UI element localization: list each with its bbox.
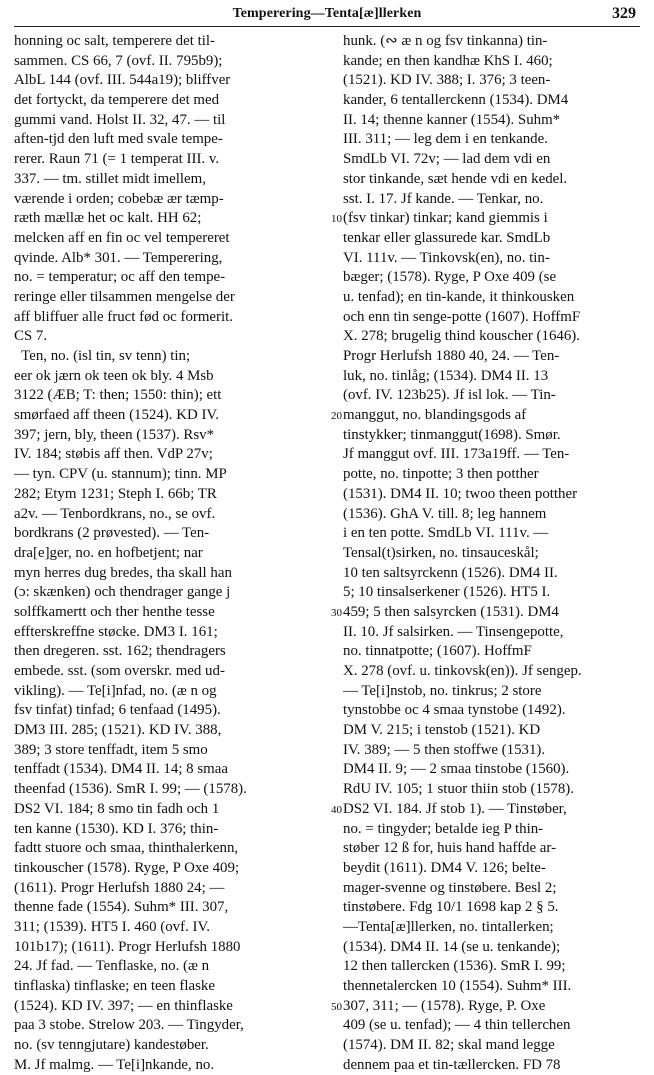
text-line: kander, 6 tentallerckenn (1534). DM4	[343, 92, 569, 109]
text-line: X. 278; brugelig thind kouscher (1646).	[343, 328, 580, 345]
text-line: honning oc salt, temperere det til-	[14, 33, 215, 49]
margin-line-number: 10	[331, 213, 342, 226]
text-line: solffkamertt och ther henthe tesse	[14, 603, 215, 620]
text-line: reringe eller tilsammen mengelse der	[14, 288, 235, 305]
text-line: DM4 II. 9; — 2 smaa tinstobe (1560).	[343, 761, 570, 778]
right-column	[343, 32, 643, 1075]
text-line: aff bliffuer alle fruct fød oc formerit.	[14, 308, 233, 325]
text-line: II. 10. Jf salsirken. — Tinsengepotte,	[343, 623, 564, 640]
text-line: mager-svenne og tinstøbere. Besl 2;	[343, 879, 557, 896]
text-line: thenne fade (1554). Suhm* III. 307,	[14, 899, 229, 916]
text-line: sammen. CS 66, 7 (ovf. II. 795b9);	[14, 52, 223, 69]
text-line: i en ten potte. SmdLb VI. 111v. —	[343, 525, 549, 542]
text-line: (1531). DM4 II. 10; twoo theen potther	[343, 485, 578, 502]
text-line: VI. 111v. — Tinkovsk(en), no. tin-	[343, 249, 550, 266]
text-line: tynstobbe oc 4 smaa tynstobe (1492).	[343, 702, 566, 719]
text-line: thennetalercken 10 (1554). Suhm* III.	[343, 978, 572, 994]
text-line: 337. — tm. stillet midt imellem,	[14, 170, 206, 187]
text-line: 389; 3 store tenffadt, item 5 smo	[14, 741, 208, 758]
header-title: Temperering—Tenta[æ]llerken	[232, 6, 422, 21]
text-line: ræth mællæ het oc kalt. HH 62;	[14, 210, 202, 227]
text-line: manggut, no. blandingsgods af	[343, 407, 527, 424]
text-line: stor tinkande, sæt hende vdi en kedel.	[343, 170, 568, 187]
text-line: tinstøbere. Fdg 10/1 1698 kap 2 § 5.	[343, 899, 559, 916]
text-line: tenkar eller glassurede kar. SmdLb	[343, 229, 551, 246]
page-number: 329	[612, 5, 636, 22]
text-line: det fortyckt, da temperere det med	[14, 92, 220, 109]
text-line: 5; 10 tinsalserkener (1526). HT5 I.	[343, 584, 551, 601]
text-line: DS2 VI. 184. Jf stob 1). — Tinstøber,	[343, 800, 567, 817]
text-line: a2v. — Tenbordkrans, no., se ovf.	[14, 505, 216, 522]
text-line: sst. I. 17. Jf kande. — Tenkar, no.	[343, 190, 544, 207]
text-line: tinkouscher (1578). Ryge, P Oxe 409;	[14, 859, 240, 876]
text-line: CS 7.	[14, 328, 48, 345]
text-line: (1611). Progr Herlufsh 1880 24; —	[14, 879, 225, 896]
text-line: luk, no. tinlåg; (1534). DM4 II. 13	[343, 367, 549, 384]
text-line: værende i orden; cobebæ ær tæmp-	[14, 190, 224, 207]
text-line: paa 3 stobe. Strelow 203. — Tingyder,	[14, 1017, 244, 1034]
text-line: — tyn. CPV (u. stannum); tinn. MP	[14, 466, 227, 483]
text-line: 307, 311; — (1578). Ryge, P. Oxe	[343, 997, 546, 1014]
text-line: RdU IV. 105; 1 stuor thiin stob (1578).	[343, 781, 574, 798]
text-line: 409 (se u. tenfad); — 4 thin tellerchen	[343, 1017, 571, 1034]
text-line: bæger; (1578). Ryge, P Oxe 409 (se	[343, 269, 557, 286]
text-line: no. (sv tenngjutare) kandestøber.	[14, 1037, 209, 1054]
margin-line-number: 40	[331, 804, 342, 817]
text-line: no. = tingyder; betalde ieg P thin-	[343, 820, 544, 837]
text-line: u. tenfad); en tin-kande, it thinkousken	[343, 288, 575, 305]
text-line: no. = temperatur; oc aff den tempe-	[14, 269, 226, 286]
margin-line-number: 20	[331, 410, 342, 423]
text-line: kande; en then kandhæ KhS I. 460;	[343, 52, 553, 69]
text-line: DM V. 215; i tenstob (1521). KD	[343, 722, 541, 739]
text-line: Ten, no. (isl tin, sv tenn) tin;	[14, 348, 191, 364]
text-line: then dregeren. sst. 162; thendragers	[14, 643, 226, 660]
text-line: DM3 III. 285; (1521). KD IV. 388,	[14, 722, 222, 739]
text-line: aften-tjd den luft med svale tempe-	[14, 131, 223, 148]
text-line: SmdLb VI. 72v; — lad dem vdi en	[343, 151, 551, 168]
text-line: dra[e]ger, no. en hofbetjent; nar	[14, 544, 203, 561]
text-line: qvinde. Alb* 301. — Temperering,	[14, 249, 223, 266]
text-line: 24. Jf fad. — Tenflaske, no. (æ n	[14, 958, 210, 975]
text-line: potte, no. tinpotte; 3 then potther	[343, 466, 539, 483]
text-line: —Tenta[æ]llerken, no. tintallerken;	[343, 918, 554, 935]
text-line: DS2 VI. 184; 8 smo tin fadh och 1	[14, 800, 220, 817]
text-line: Jf manggut ovf. III. 173a19ff. — Ten-	[343, 446, 570, 463]
text-line: (ɔ: skænken) och thendrager gange j	[14, 584, 231, 601]
text-line: 282; Etym 1231; Steph I. 66b; TR	[14, 485, 217, 502]
text-line: (1574). DM II. 82; skal mand legge	[343, 1037, 555, 1054]
text-line: dennem paa et tin-tællercken. FD 78	[343, 1056, 561, 1073]
text-line: embede. sst. (som overskr. med ud-	[14, 663, 225, 679]
text-line: III. 311; — leg dem i en tenkande.	[343, 131, 548, 148]
text-line: 10 ten saltsyrckenn (1526). DM4 II.	[343, 564, 558, 581]
text-line: AlbL 144 (ovf. III. 544a19); bliffver	[14, 72, 231, 89]
text-line: (1524). KD IV. 397; — en thinflaske	[14, 997, 233, 1014]
text-line: IV. 184; støbis aff then. VdP 27v;	[14, 446, 213, 463]
text-line: støber 12 ß for, huis hand haffde ar-	[343, 840, 557, 857]
text-line: no. tinnatpotte; (1607). HoffmF	[343, 643, 532, 660]
text-line: gummi vand. Holst II. 32, 47. — til	[14, 111, 226, 128]
text-line: (fsv tinkar) tinkar; kand giemmis i	[343, 210, 548, 227]
text-line: effterskreffne støcke. DM3 I. 161;	[14, 623, 218, 640]
text-line: IV. 389; — 5 then stoffwe (1531).	[343, 741, 546, 758]
text-line: beydit (1611). DM4 V. 126; belte-	[343, 859, 546, 876]
margin-line-number: 30	[331, 607, 342, 620]
text-line: 101b17); (1611). Progr Herlufsh 1880	[14, 938, 241, 955]
text-line: myn herres dug bredes, tha skall han	[14, 564, 232, 581]
text-line: M. Jf malmg. — Te[i]nkande, no.	[14, 1056, 215, 1073]
text-line: melcken aff en fin oc vel tempereret	[14, 229, 230, 246]
text-line: ten kanne (1530). KD I. 376; thin-	[14, 820, 219, 837]
text-line: 459; 5 then salsyrcken (1531). DM4	[343, 603, 559, 620]
text-line: hunk. (∾ æ n og fsv tinkanna) tin-	[343, 33, 548, 49]
text-line: smørfaed aff theen (1524). KD IV.	[14, 407, 219, 424]
text-line: fadtt stuore och smaa, thinthalerkenn,	[14, 840, 239, 857]
text-line: Tensal(t)sirken, no. tinsauceskål;	[343, 544, 539, 561]
text-line: X. 278 (ovf. u. tinkovsk(en)). Jf sengep.	[343, 663, 582, 679]
text-line: 3122 (ÆB; T: then; 1550: thin); ett	[14, 387, 222, 404]
margin-line-number: 50	[331, 1001, 342, 1014]
left-column	[14, 32, 322, 1075]
text-line: 397; jern, bly, theen (1537). Rsv*	[14, 426, 215, 443]
text-line: rerer. Raun 71 (= 1 temperat III. v.	[14, 151, 220, 168]
text-line: (1536). GhA V. till. 8; leg hannem	[343, 505, 547, 522]
text-line: tinflaska) tinflaske; en teen flaske	[14, 978, 215, 994]
text-line: och enn tin senge-potte (1607). HoffmF	[343, 308, 581, 325]
text-line: theenfad (1536). SmR I. 99; — (1578).	[14, 781, 247, 798]
text-line: fsv tinfat) tinfad; 6 tenfaad (1495).	[14, 702, 221, 719]
text-line: II. 14; thenne kanner (1554). Suhm*	[343, 111, 561, 128]
text-line: (ovf. IV. 123b25). Jf isl lok. — Tin-	[343, 387, 556, 404]
text-line: tinstykker; tinmanggut(1698). Smør.	[343, 426, 561, 443]
text-line: 311; (1539). HT5 I. 460 (ovf. IV.	[14, 918, 211, 935]
text-line: 12 then tallercken (1536). SmR I. 99;	[343, 958, 566, 975]
text-line: eer ok jærn ok teen ok bly. 4 Msb	[14, 367, 214, 384]
text-line: tenffadt (1534). DM4 II. 14; 8 smaa	[14, 761, 228, 778]
text-line: Progr Herlufsh 1880 40, 24. — Ten-	[343, 348, 560, 364]
text-line: vikling). — Te[i]nfad, no. (æ n og	[14, 682, 217, 699]
text-line: bordkrans (2 prøvested). — Ten-	[14, 525, 210, 542]
running-header	[14, 4, 640, 27]
text-line: (1521). KD IV. 388; I. 376; 3 teen-	[343, 72, 551, 89]
text-line: (1534). DM4 II. 14 (se u. tenkande);	[343, 938, 561, 955]
text-line: — Te[i]nstob, no. tinkrus; 2 store	[343, 682, 542, 699]
